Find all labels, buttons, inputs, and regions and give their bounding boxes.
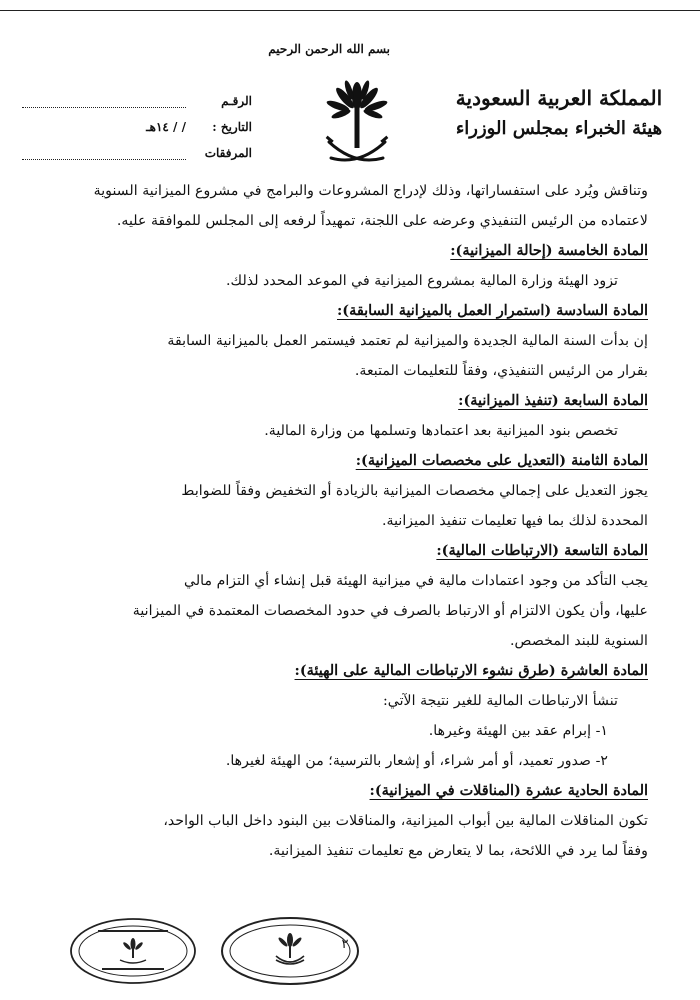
article-7-text: تخصص بنود الميزانية بعد اعتمادها وتسلمها من وزارة المالية. (264, 423, 618, 439)
article-11-line-2: وفقاً لما يرد في اللائحة، بما لا يتعارض مع تعليمات تنفيذ الميزانية. (268, 843, 648, 859)
reference-line (22, 95, 186, 108)
saudi-emblem-icon (325, 78, 389, 170)
article-7-heading: المادة السابعة (تنفيذ الميزانية): (458, 392, 648, 409)
attachments-row (22, 140, 252, 166)
reference-label: الرقـم (221, 94, 252, 108)
article-6-line-1: إن بدأت السنة المالية الجديدة والميزانية لم تعتمد فيستمر العمل بالميزانية السابقة (167, 333, 648, 349)
top-rule (0, 10, 700, 11)
kingdom-name: المملكة العربية السعودية (455, 86, 663, 110)
authority-name: هيئة الخبراء بمجلس الوزراء (455, 118, 663, 139)
article-9-line-3: السنوية للبند المخصص. (510, 633, 648, 649)
intro-line-2: لاعتماده من الرئيس التنفيذي وعرضه على اللجنة، تمهيداً لرفعه إلى المجلس للموافقة عليه. (116, 213, 648, 229)
article-8-heading: المادة الثامنة (التعديل على مخصصات الميزانية): (355, 452, 648, 469)
article-6-line-2: بقرار من الرئيس التنفيذي، وفقاً للتعليمات المتبعة. (354, 363, 648, 379)
document-body (52, 176, 648, 866)
article-5-text: تزود الهيئة وزارة المالية بمشروع الميزانية في الموعد المحدد لذلك. (225, 273, 618, 289)
article-9-line-2: عليها، وأن يكون الالتزام أو الارتباط بالصرف في حدود المخصصات المعتمدة في الميزانية (132, 603, 648, 619)
article-10-item-2: ٢- صدور تعميد، أو أمر شراء، أو إشعار بالترسية؛ من الهيئة لغيرها. (225, 753, 608, 769)
attachments-line (22, 147, 186, 160)
article-11-line-1: تكون المناقلات المالية بين أبواب الميزانية، والمناقلات بين البنود داخل الباب الواحد، (163, 813, 648, 829)
article-5-heading: المادة الخامسة (إحالة الميزانية): (450, 242, 648, 259)
attachments-label: المرفقات (204, 146, 252, 160)
article-10-intro: تنشأ الارتباطات المالية للغير نتيجة الآتي: (382, 693, 618, 709)
date-value: / / ١٤هـ (146, 120, 186, 134)
article-9-heading: المادة التاسعة (الارتباطات المالية): (436, 542, 648, 559)
page-number: ٢ (341, 937, 349, 952)
article-9-line-1: يجب التأكد من وجود اعتمادات مالية في ميزانية الهيئة قبل إنشاء أي التزام مالي (184, 573, 648, 589)
date-row (22, 114, 252, 140)
article-11-heading: المادة الحادية عشرة (المناقلات في الميزانية): (369, 782, 648, 799)
article-10-item-1: ١- إبرام عقد بين الهيئة وغيرها. (428, 723, 608, 739)
reference-box (22, 88, 252, 168)
article-6-heading: المادة السادسة (استمرار العمل بالميزانية السابقة): (337, 302, 648, 319)
article-10-heading: المادة العاشرة (طرق نشوء الارتباطات المالية على الهيئة): (294, 662, 648, 679)
article-8-line-2: المحددة لذلك بما فيها تعليمات تنفيذ الميزانية. (382, 513, 648, 529)
date-label: التاريخ : (212, 120, 252, 134)
reference-row (22, 88, 252, 114)
article-8-line-1: يجوز التعديل على إجمالي مخصصات الميزانية بالزيادة أو التخفيض وفقاً للضوابط (181, 483, 648, 499)
basmala: بسم الله الرحمن الرحيم (268, 42, 390, 56)
intro-line-1: وتناقش ويُرد على استفساراتها، وذلك لإدراج المشروعات والبرامج في مشروع الميزانية السنوية (93, 183, 648, 199)
seal-stamp-icon (220, 916, 360, 986)
seal-stamp-icon (68, 916, 198, 986)
